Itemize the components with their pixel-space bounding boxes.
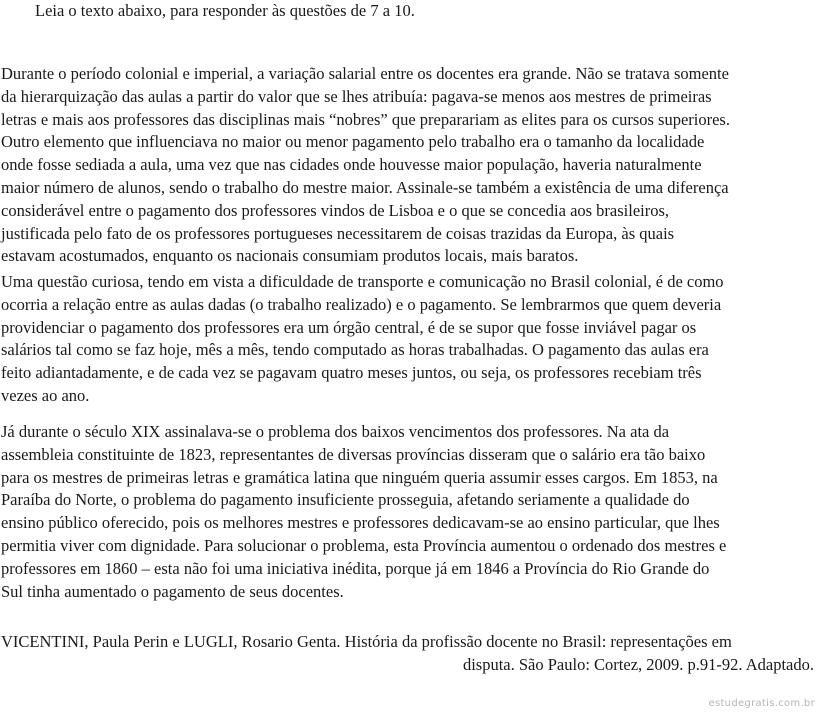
paragraph-line: Paraíba do Norte, o problema do pagamento insuficiente prosseguia, afetando seriamente a qualidade do [1,490,690,510]
paragraph-line: Sul tinha aumentado o pagamento de seus docentes. [1,581,344,601]
paragraph-line: considerável entre o pagamento dos professores vindos de Lisboa e o que se concedia aos brasileiros, [1,200,670,220]
paragraph-line: da hierarquização das aulas a partir do valor que se lhes atribuía: pagava-se menos aos mestres de primeiras [1,86,712,106]
paragraph-2 [1,271,819,408]
citation-line: disputa. São Paulo: Cortez, 2009. p.91-92. Adaptado. [462,654,814,674]
paragraph-3 [1,421,819,603]
paragraph-line: professores em 1860 – esta não foi uma iniciativa inédita, porque já em 1846 a Província do Rio Grande do [1,558,710,578]
paragraph-line: vezes ao ano. [1,385,90,405]
paragraph-line: letras e mais aos professores das disciplinas mais “nobres” que preparariam as elites para os cursos superiores. [1,109,730,129]
paragraph-line: feito adiantadamente, e de cada vez se pagavam quatro meses juntos, ou seja, os professores recebiam três [1,363,702,383]
paragraph-line: ocorria a relação entre as aulas dadas (o trabalho realizado) e o pagamento. Se lembrarmos que quem deveria [1,294,722,314]
paragraph-line: Durante o período colonial e imperial, a variação salarial entre os docentes era grande. Não se tratava somente [1,64,729,83]
paragraph-line: Já durante o século XIX assinalava-se o problema dos baixos vencimentos dos professores. Na ata da [1,422,670,441]
source-citation [1,631,814,677]
paragraph-line: permitia viver com dignidade. Para solucionar o problema, esta Província aumentou o ordenado dos mestres e [1,535,727,555]
site-watermark: estudegratis.com.br [708,698,815,709]
paragraph-line: estavam acostumados, enquanto os nacionais consumiam produtos locais, mais baratos. [1,246,579,266]
citation-line: VICENTINI, Paula Perin e LUGLI, Rosario Genta. História da profissão docente no Brasil: representações em [1,632,732,651]
paragraph-line: providenciar o pagamento dos professores era um órgão central, é de se supor que fosse inviável pagar os [1,317,697,337]
paragraph-line: justificada pelo fato de os professores portugueses necessitarem de coisas trazidas da Europa, às quais [1,223,675,243]
paragraph-line: salários tal como se faz hoje, mês a mês, tendo computado as horas trabalhadas. O pagamento das aulas era [1,340,709,360]
paragraph-line: assembleia constituinte de 1823, representantes de diversas províncias disseram que o salário era tão baixo [1,444,706,464]
paragraph-line: Uma questão curiosa, tendo em vista a dificuldade de transporte e comunicação no Brasil colonial, é de como [1,272,724,291]
paragraph-line: onde fosse sediada a aula, uma vez que nas cidades onde houvesse maior população, haveria naturalmente [1,155,702,175]
paragraph-1 [1,63,819,268]
paragraph-line: para os mestres de primeiras letras e gramática latina que ninguém queria assumir esses cargos. Em 1853, na [1,467,718,487]
paragraph-line: ensino público oferecido, pois os melhores mestres e professores dedicavam-se ao ensino particular, que lhes [1,513,720,533]
instruction-text: Leia o texto abaixo, para responder às questões de 7 a 10. [35,1,415,20]
paragraph-line: maior número de alunos, sendo o trabalho do mestre maior. Assinale-se também a existência de uma diferença [1,177,729,197]
paragraph-line: Outro elemento que influenciava no maior ou menor pagamento pelo trabalho era o tamanho da localidade [1,132,705,152]
